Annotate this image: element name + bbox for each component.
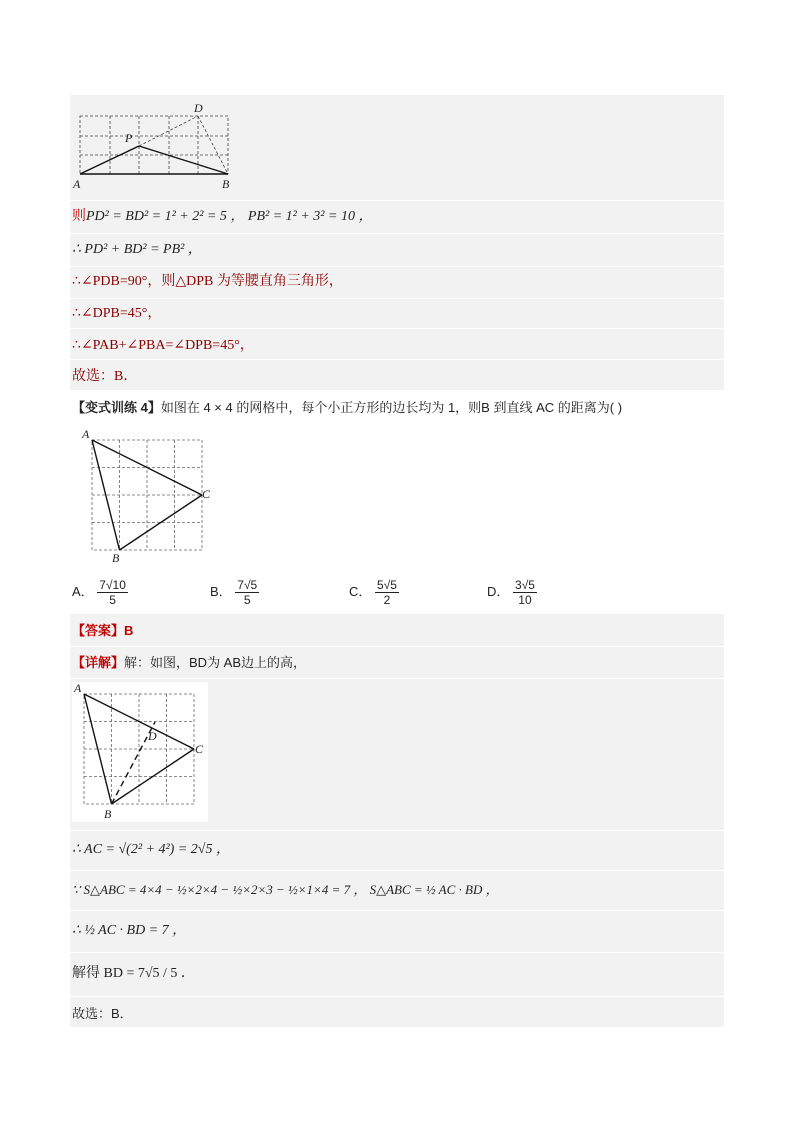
figure-3-grid-triangle-with-height: [70, 680, 210, 825]
step-4: 解得 BD = 7√5 / 5 ．: [72, 966, 195, 981]
fig3-label-b: B: [104, 807, 112, 821]
fig2-label-b: B: [112, 551, 120, 565]
solution-line-6: 故选：B．: [72, 369, 138, 384]
option-d[interactable]: D． $\frac{3√5}{10}$: [487, 578, 535, 607]
step-3: ∴ ½ AC · BD = 7 ，: [72, 923, 187, 938]
step-5: 故选：B．: [72, 1006, 133, 1021]
step-2: ∵ S△ABC = 4×4 − ½×2×4 − ½×2×3 − ½×1×4 = 7 ， S△ABC = ½ AC · BD ，: [72, 882, 499, 897]
fig1-label-p: P: [125, 131, 133, 145]
option-c[interactable]: C． $\frac{5√5}{2}$: [349, 578, 397, 607]
fig1-label-b: B: [222, 177, 230, 191]
fig3-label-c: C: [195, 742, 204, 756]
fig1-label-a: A: [73, 177, 81, 191]
solution-line-4: ∴∠DPB=45°，: [72, 306, 162, 321]
option-a[interactable]: A． $\frac{7√10}{5}$: [72, 578, 126, 607]
fig2-label-a: A: [82, 428, 90, 441]
solution-line-1: 则PD² = BD² = 1² + 2² = 5 ， PB² = 1² + 3² = 10 ，: [72, 209, 373, 224]
question-text: 【变式训练 4】如图在 4 × 4 的网格中，每个小正方形的边长均为 1，则B 到直线 AC 的距离为( ): [72, 400, 623, 415]
fig3-label-d: D: [148, 729, 157, 743]
answer-line: 【答案】B: [72, 623, 134, 638]
solution-line-5: ∴∠PAB+∠PBA=∠DPB=45°，: [72, 338, 254, 353]
option-b[interactable]: B． $\frac{7√5}{5}$: [210, 578, 258, 607]
fig1-label-d: D: [194, 101, 203, 115]
step-1: ∴ AC = √(2² + 4²) = 2√5 ，: [72, 842, 230, 857]
solution-line-3: ∴∠PDB=90°，则△DPB 为等腰直角三角形，: [72, 274, 343, 289]
fig3-label-a: A: [74, 681, 82, 695]
fig2-label-c: C: [202, 487, 211, 501]
figure-1-grid-triangle: [70, 98, 245, 193]
detail-line: 【详解】解：如图，BD为 AB边上的高，: [72, 655, 307, 670]
figure-2-grid-triangle: [78, 428, 218, 568]
solution-line-2: ∴ PD² + BD² = PB² ，: [72, 242, 202, 257]
